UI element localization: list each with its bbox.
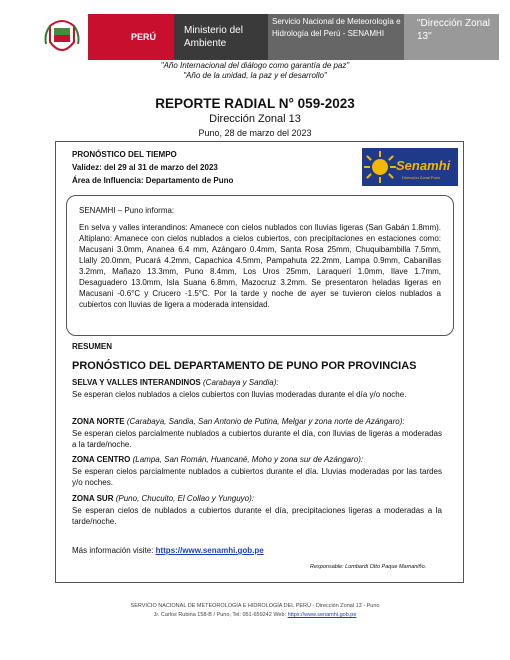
zone-selva [72, 377, 442, 400]
sun-logo-icon [362, 148, 458, 186]
zone-centro [72, 454, 442, 489]
report-title: REPORTE RADIAL N° 059-2023 [155, 96, 355, 111]
zone-norte [72, 416, 442, 451]
footer-website-link[interactable]: https://www.senamhi.gob.pe [287, 612, 357, 618]
zone-name: SELVA Y VALLES INTERANDINOS [72, 378, 201, 387]
header-bar [40, 14, 491, 60]
logo-tagline: Dirección Zonal Puno [402, 175, 441, 180]
info-head: SENAMHI – Puno informa: [79, 206, 175, 215]
zone-text: Se esperan cielos parcialmente nublados a cubiertos durante el día, con lluvias de ligeras a moderadas a la tarde/noche. [72, 428, 442, 449]
zone-provinces: (Puno, Chucuito, El Collao y Yunguyo): [115, 494, 255, 503]
ministry-label: Ministerio del Ambiente [174, 14, 268, 60]
zonal-label: "Dirección Zonal 13" [404, 14, 499, 60]
country-label: PERÚ [88, 14, 174, 60]
zone-text: Se esperan cielos nublados a cielos cubiertos con lluvias moderadas durante el día y/o noche. [72, 389, 407, 399]
zone-provinces: (Carabaya y Sandia): [203, 378, 279, 387]
coat-of-arms-icon [40, 14, 84, 60]
summary-heading: PRONÓSTICO DEL DEPARTAMENTO DE PUNO POR PROVINCIAS [72, 360, 417, 372]
report-subtitle: Dirección Zonal 13 [209, 113, 301, 125]
report-date: Puno, 28 de marzo del 2023 [198, 128, 312, 138]
senamhi-logo [362, 148, 458, 186]
more-info-label: Más información visite: [72, 546, 154, 555]
agency-label: Servicio Nacional de Meteorología e Hidrología del Perú - SENAMHI [268, 14, 404, 60]
forecast-area: Área de Influencia: Departamento de Puno [72, 176, 234, 185]
footer-address: Jr. Carlos Rubina 158-B / Puno, Tel: 051-659242 Web: [153, 612, 287, 618]
zone-name: ZONA NORTE [72, 417, 125, 426]
slogan-line-1: "Año Internacional del diálogo como garantía de paz" [160, 61, 350, 70]
footer-line-1: SERVICIO NACIONAL DE METEOROLOGÍA E HIDROLOGÍA DEL PERÚ - Dirección Zonal 13 - Puno [130, 603, 380, 609]
zone-name: ZONA SUR [72, 494, 114, 503]
slogan-line-2: "Año de la unidad, la paz y el desarrollo" [183, 71, 327, 80]
zone-name: ZONA CENTRO [72, 455, 131, 464]
info-box [66, 195, 454, 336]
logo-name: Senamhi [396, 158, 451, 173]
zone-text: Se esperan cielos parcialmente nublados a cubiertos durante el día. Lluvias moderadas por las tardes y/o noches. [72, 466, 442, 487]
zone-provinces: (Carabaya, Sandia, San Antonio de Putina, Melgar y zona norte de Azángaro): [126, 417, 405, 426]
senamhi-website-link[interactable]: https://www.senamhi.gob.pe [155, 546, 264, 555]
forecast-label: PRONÓSTICO DEL TIEMPO [72, 150, 177, 159]
zone-provinces: (Lampa, San Román, Huancané, Moho y zona sur de Azángaro): [132, 455, 364, 464]
zone-sur [72, 493, 442, 528]
forecast-validity: Validez: del 29 al 31 de marzo del 2023 [72, 163, 218, 172]
zone-text: Se esperan cielos de nublados a cubiertos durante el día, precipitaciones ligeras a moderadas a la tarde/noche. [72, 505, 442, 526]
footer-line-2 [0, 611, 510, 620]
page-footer [0, 602, 510, 620]
summary-label: RESUMEN [72, 342, 113, 351]
responsible-note: Responsable: Lombardi Otto Paque Mamaniño. [310, 564, 427, 570]
year-slogans [0, 61, 510, 81]
more-info [72, 545, 264, 556]
info-body: En selva y valles interandinos: Amanece con cielos nublados con lluvias ligeras (San Gabán 1.8mm). Altiplano: Amanece con cielos nublados a cielos cubiertos, con precipitaciones en estaciones como: Macusani 3.0mm, Ananea 6.4 mm, Azángaro 0.4mm, Santa Rosa 25mm, Chuquibambilla 7.5mm, Llally 20.0mm, Pucará 4.2mm, Capachica 4.5mm, Pampahuta 22.2mm, Lampa 0.9mm, Cabanillas 3.2mm, Mañazo 13.3mm, Puno 8.4mm, Los Uros 25mm, Laraquerí 1.0mm, Ilave 1.7mm, Desaguadero 13.0mm, Isla Suana 6.8mm, Mazocruz 3.2mm. Se presentaron heladas ligeras en Macusani -0.6°C y Crucero -1.5°C. Por la tarde y noche de ayer se tuvieron cielos nublados a cubiertos con lluvias de ligera a moderada intensidad. [79, 223, 441, 309]
